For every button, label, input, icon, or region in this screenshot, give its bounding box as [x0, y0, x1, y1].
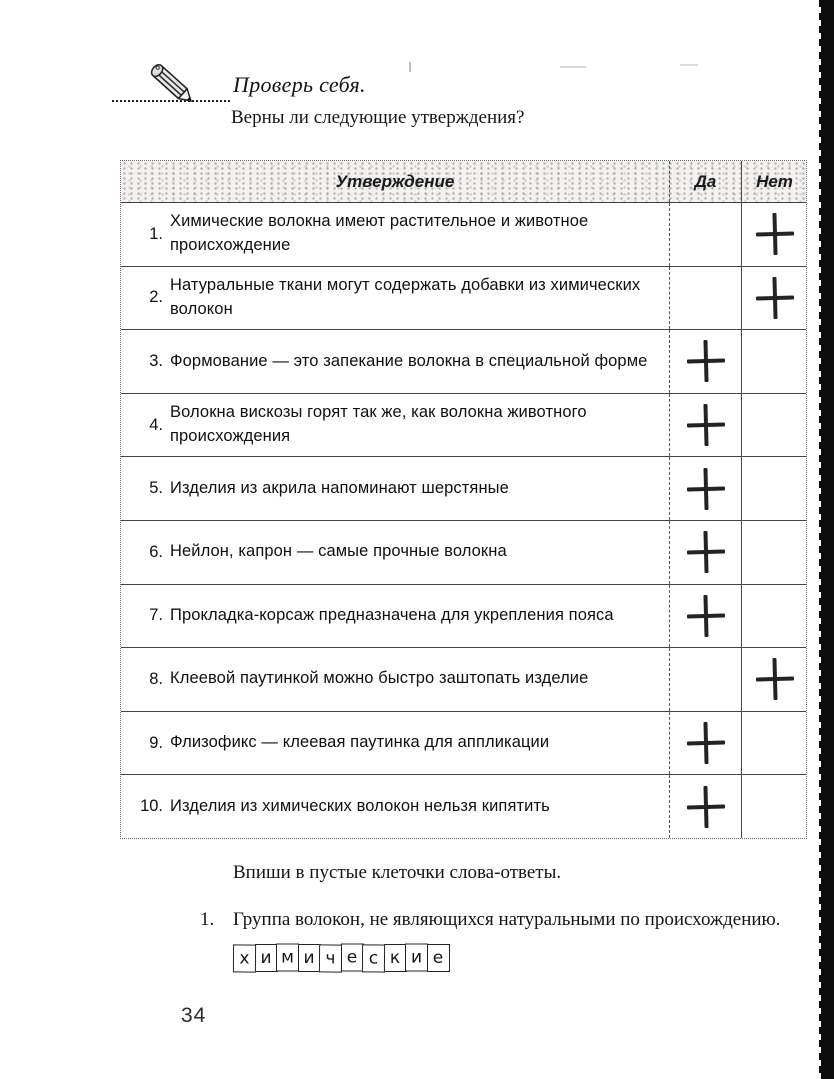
yes-cell[interactable]: [669, 330, 741, 393]
table-row: [121, 520, 806, 584]
letter-box[interactable]: м: [276, 944, 299, 972]
row-number: 8.: [149, 669, 163, 688]
yes-cell[interactable]: [669, 457, 741, 520]
letter-box[interactable]: с: [362, 944, 385, 972]
statement-cell: [121, 330, 669, 393]
row-number: 7.: [149, 606, 163, 625]
no-cell[interactable]: [741, 712, 807, 775]
statement-cell: [121, 203, 669, 266]
table-row: [121, 647, 806, 711]
fill-in-section: [200, 862, 800, 972]
yes-cell[interactable]: [669, 775, 741, 838]
row-number: 3.: [149, 351, 163, 370]
plus-mark: [754, 212, 795, 257]
row-number: 1.: [149, 224, 163, 243]
no-cell[interactable]: [741, 203, 807, 266]
scan-edge-bar: [821, 0, 834, 1079]
column-header-statement: Утверждение: [335, 171, 455, 191]
scan-noise: [560, 66, 586, 68]
letter-box[interactable]: е: [427, 944, 450, 972]
yes-cell[interactable]: [669, 267, 741, 330]
row-number: 2.: [149, 288, 163, 307]
section-title: Проверь себя.: [233, 72, 366, 97]
no-cell[interactable]: [741, 648, 807, 711]
row-number: 6.: [149, 542, 163, 561]
table-row: [121, 203, 806, 266]
true-false-table: [120, 160, 807, 839]
statement-text: Химические волокна имеют растительное и животное происхождение: [170, 212, 589, 255]
statement-cell: [121, 775, 669, 838]
statement-text: Натуральные ткани могут содержать добавки из химических волокон: [170, 275, 641, 318]
no-cell[interactable]: [741, 330, 807, 393]
no-cell[interactable]: [741, 267, 807, 330]
no-cell[interactable]: [741, 521, 807, 584]
table-row: [121, 456, 806, 520]
statement-text: Прокладка-корсаж предназначена для укрепления пояса: [170, 605, 614, 624]
table-row: [121, 266, 806, 330]
plus-mark: [685, 466, 726, 511]
column-header-no: Нет: [741, 161, 807, 202]
column-header-yes: Да: [669, 161, 741, 202]
table-row: [121, 393, 806, 457]
statement-cell: [121, 712, 669, 775]
plus-mark: [685, 403, 726, 448]
fill-in-item: [200, 909, 800, 931]
letter-box[interactable]: ч: [319, 944, 342, 972]
statement-cell: [121, 585, 669, 648]
table-header: [121, 161, 806, 203]
item-text: Группа волокон, не являющихся натуральными по происхождению.: [233, 909, 781, 930]
pencil-icon: [148, 50, 218, 108]
statement-cell: [121, 267, 669, 330]
plus-mark: [754, 657, 795, 702]
pencil-marker: [110, 56, 235, 108]
plus-mark: [685, 721, 726, 766]
letter-box[interactable]: и: [298, 944, 321, 972]
table-row: [121, 774, 806, 838]
item-number: 1.: [200, 909, 215, 930]
statement-text: Волокна вискозы горят так же, как волокна животного происхождения: [170, 403, 587, 446]
no-cell[interactable]: [741, 457, 807, 520]
table-row: [121, 329, 806, 393]
statement-text: Нейлон, капрон — самые прочные волокна: [170, 542, 507, 561]
letter-box[interactable]: и: [255, 944, 278, 972]
statement-text: Изделия из химических волокон нельзя кипятить: [170, 796, 550, 815]
yes-cell[interactable]: [669, 521, 741, 584]
table-row: [121, 711, 806, 775]
statement-cell: [121, 394, 669, 457]
table-row: [121, 584, 806, 648]
row-number: 9.: [149, 733, 163, 752]
statement-cell: [121, 648, 669, 711]
yes-cell[interactable]: [669, 203, 741, 266]
fill-in-instruction: Впиши в пустые клеточки слова-ответы.: [233, 862, 562, 883]
page-number: 34: [181, 1004, 207, 1027]
no-cell[interactable]: [741, 775, 807, 838]
no-cell[interactable]: [741, 585, 807, 648]
plus-mark: [685, 339, 726, 384]
letter-box[interactable]: х: [233, 944, 256, 972]
statement-text: Формование — это запекание волокна в специальной форме: [170, 351, 648, 370]
row-number: 10.: [140, 797, 163, 816]
question-prompt: Верны ли следующие утверждения?: [231, 107, 525, 128]
statement-cell: [121, 521, 669, 584]
row-number: 4.: [149, 415, 163, 434]
answer-letter-row: [233, 944, 800, 972]
plus-mark: [685, 530, 726, 575]
statement-text: Изделия из акрила напоминают шерстяные: [170, 478, 509, 497]
plus-mark: [754, 275, 795, 320]
table-body: [121, 203, 806, 838]
letter-box[interactable]: и: [405, 944, 428, 972]
statement-cell: [121, 457, 669, 520]
yes-cell[interactable]: [669, 585, 741, 648]
letter-box[interactable]: е: [341, 944, 364, 972]
yes-cell[interactable]: [669, 712, 741, 775]
yes-cell[interactable]: [669, 394, 741, 457]
scan-noise: [409, 62, 411, 72]
statement-text: Флизофикс — клеевая паутинка для аппликации: [170, 733, 550, 752]
plus-mark: [685, 593, 726, 638]
yes-cell[interactable]: [669, 648, 741, 711]
statement-text: Клеевой паутинкой можно быстро заштопать изделие: [170, 669, 589, 688]
plus-mark: [685, 784, 726, 829]
no-cell[interactable]: [741, 394, 807, 457]
scan-noise: [680, 64, 698, 66]
row-number: 5.: [149, 479, 163, 498]
letter-box[interactable]: к: [384, 944, 407, 972]
